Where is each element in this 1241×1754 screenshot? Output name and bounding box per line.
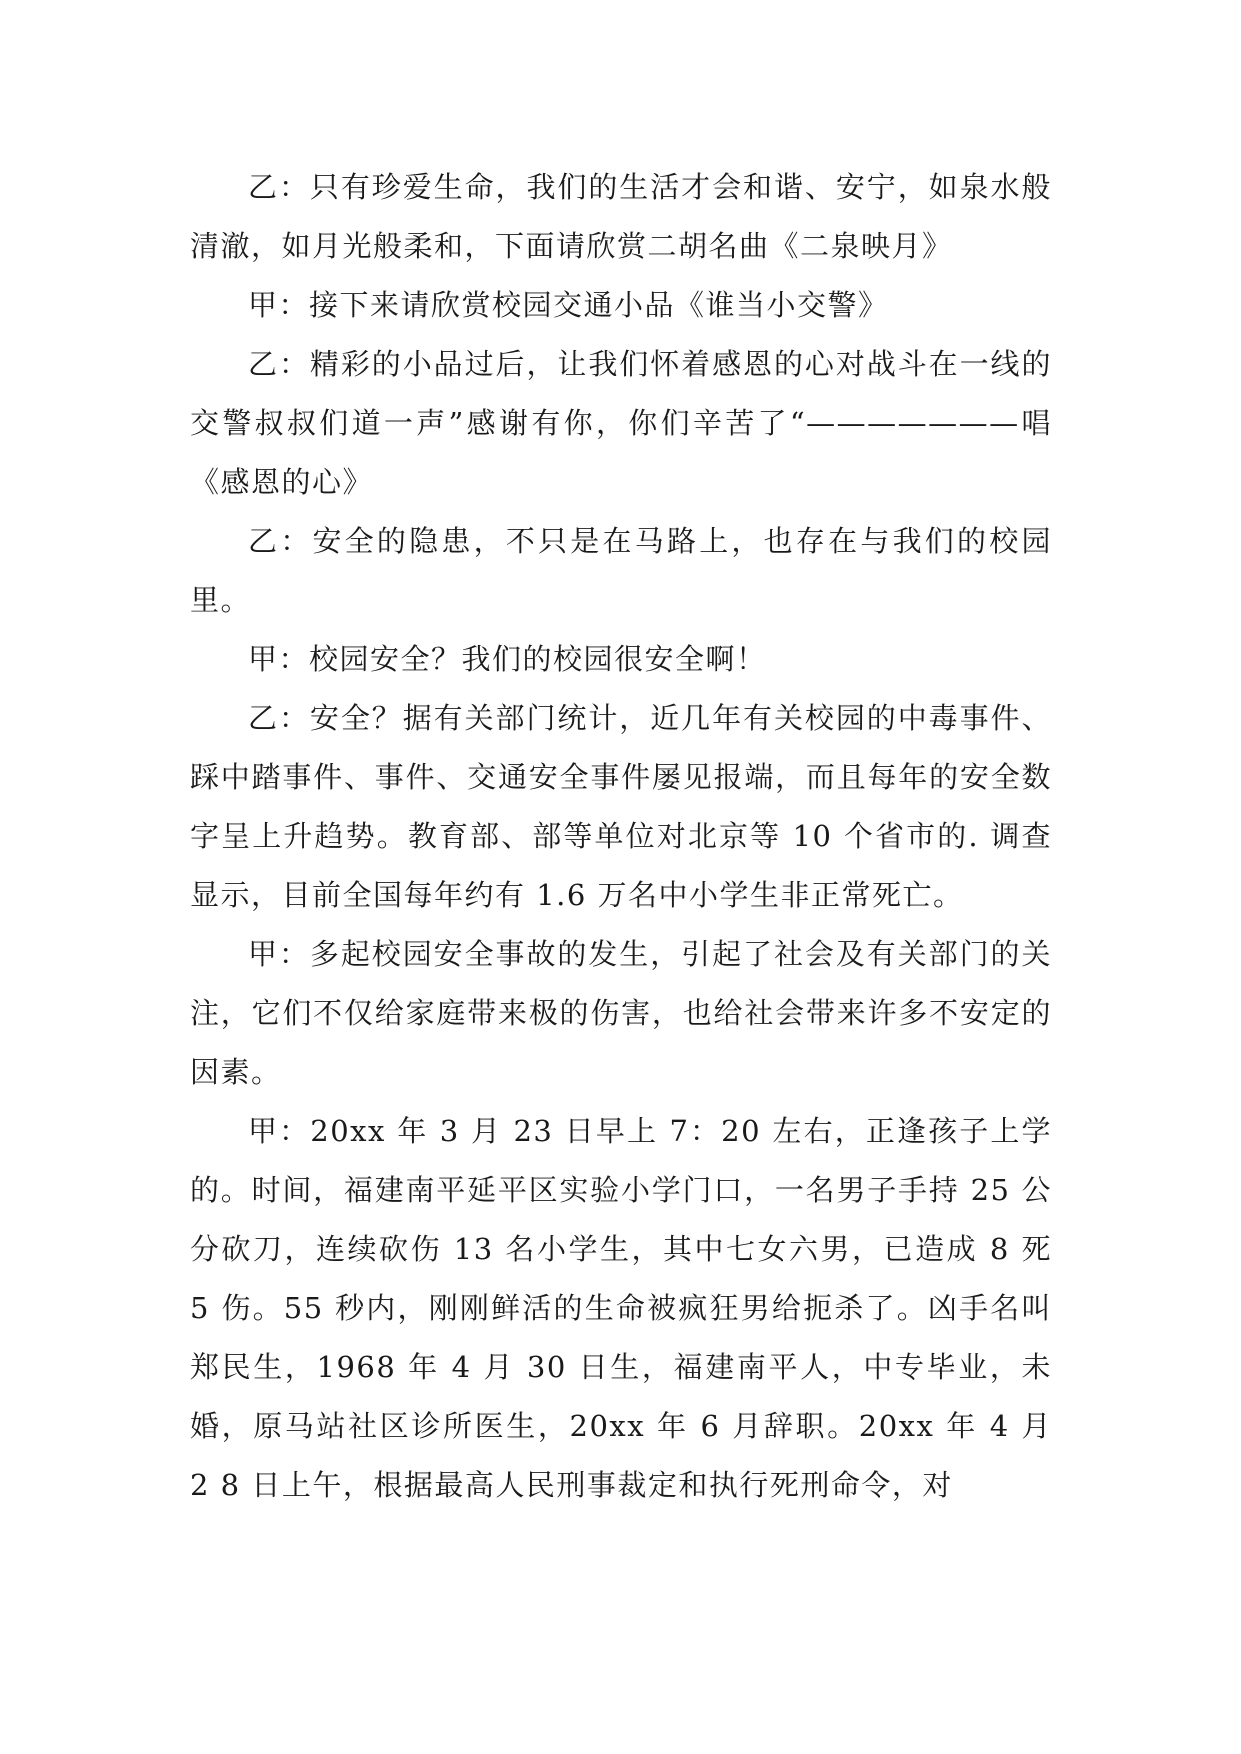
paragraph-3: 乙：精彩的小品过后，让我们怀着感恩的心对战斗在一线的交警叔叔们道一声”感谢有你，你们辛苦了“———————唱《感恩的心》: [190, 347, 1052, 499]
paragraph-8: 甲：20xx 年 3 月 23 日早上 7：20 左右，正逢孩子上学的。时间，福建南平延平区实验小学门口，一名男子手持 25 公分砍刀，连续砍伤 13 名小学生，其中七女六男，已造成 8 死 5 伤。55 秒内，刚刚鲜活的生命被疯狂男给扼杀了。凶手名叫郑民生，1968 年 4 月 30 日生，福建南平人，中专毕业，未婚，原马站社区诊所医生，20xx 年 6 月辞职。20xx 年 4 月 2 8 日上午，根据最高人民刑事裁定和执行死刑命令，对: [190, 1114, 1052, 1502]
paragraph-1: 乙：只有珍爱生命，我们的生活才会和谐、安宁，如泉水般清澈，如月光般柔和，下面请欣赏二胡名曲《二泉映月》: [190, 170, 1052, 263]
paragraph-4: 乙：安全的隐患，不只是在马路上，也存在与我们的校园里。: [190, 524, 1052, 617]
paragraph-5: 甲：校园安全？我们的校园很安全啊！: [248, 642, 767, 676]
document-body: [190, 158, 1052, 1515]
paragraph-6: 乙：安全？据有关部门统计，近几年有关校园的中毒事件、踩中踏事件、事件、交通安全事件屡见报端，而且每年的安全数字呈上升趋势。教育部、部等单位对北京等 10 个省市的. 调查显示，目前全国每年约有 1.6 万名中小学生非正常死亡。: [190, 701, 1052, 912]
paragraph-7: 甲：多起校园安全事故的发生，引起了社会及有关部门的关注，它们不仅给家庭带来极的伤害，也给社会带来许多不安定的因素。: [190, 937, 1052, 1089]
paragraph-2: 甲：接下来请欣赏校园交通小品《谁当小交警》: [248, 288, 889, 322]
